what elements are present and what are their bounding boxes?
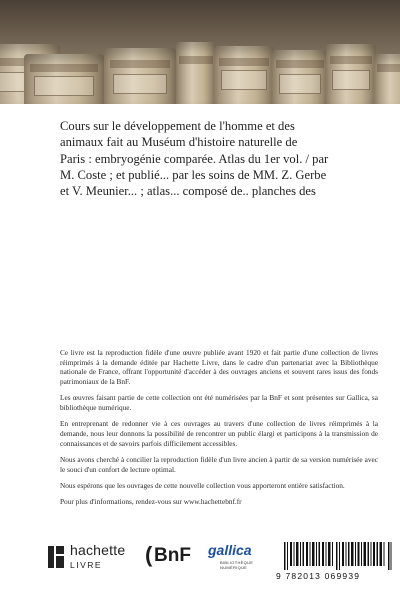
footer-logos — [46, 540, 386, 584]
isbn-digits: 9 782013 069939 — [276, 571, 361, 581]
bnf-logo-text: BnF — [154, 545, 191, 566]
book-spine — [176, 42, 216, 104]
collection-description — [60, 348, 378, 513]
book-spine — [214, 46, 274, 104]
title-line: M. Coste ; et publié... par les soins de MM. Z. Gerbe — [60, 167, 327, 182]
book-title — [60, 118, 360, 199]
book-spine — [104, 48, 176, 104]
book-spine — [24, 54, 104, 104]
barcode-icon — [284, 542, 392, 570]
book-spine — [374, 54, 400, 104]
gallica-logo-subtext: BIBLIOTHÈQUE NUMÉRIQUE — [220, 560, 254, 570]
hachette-logo-icon — [46, 544, 66, 570]
info-paragraph: Nous espérons que les ouvrages de cette nouvelle collection vous apporteront entière satisfaction. — [60, 480, 345, 490]
info-paragraph: Les œuvres faisant partie de cette collection ont été numérisées par la BnF et sont présentes sur Gallica, sa bibliothèque numérique. — [60, 393, 378, 413]
info-paragraph: Ce livre est la reproduction fidèle d'une œuvre publiée avant 1920 et fait partie d'une collection de livres réimprimés à la demande éditée par Hachette Livre, dans le cadre d'un partenariat avec la Bibliothèque nationale de France, offrant l'opportunité d'accéder à des ouvrages anciens et souvent rares issus des fonds patrimoniaux de la BnF. — [60, 348, 378, 387]
info-paragraph: Nous avons cherché à concilier la reproduction fidèle d'un livre ancien à partir de sa version numérisée avec le souci d'un confort de lecture optimal. — [60, 454, 378, 474]
bnf-logo-bracket: ( — [145, 542, 153, 567]
hachette-logo-subtext: LIVRE — [70, 560, 103, 570]
title-line: animaux fait au Muséum d'histoire naturelle de — [60, 135, 298, 150]
info-paragraph: Pour plus d'informations, rendez-vous sur www.hachettebnf.fr — [60, 496, 242, 506]
gallica-logo-text: gallica — [208, 542, 252, 558]
book-spine — [326, 44, 376, 104]
cover-photo-old-books — [0, 0, 400, 104]
title-line: Cours sur le développement de l'homme et des — [60, 119, 295, 133]
title-line: Paris : embryogénie comparée. Atlas du 1er vol. / par — [60, 151, 329, 166]
info-paragraph: En entreprenant de redonner vie à ces ouvrages au travers d'une collection de livres réimprimés à la demande, nous leur donnons la possibilité de rencontrer un public élargi et participons à la transmission de connaissances et de savoirs parfois difficilement accessibles. — [60, 419, 378, 448]
title-line: et V. Meunier... ; atlas... composé de.. planches des — [60, 184, 316, 199]
book-spine — [272, 50, 328, 104]
hachette-logo-text: hachette — [70, 542, 126, 558]
